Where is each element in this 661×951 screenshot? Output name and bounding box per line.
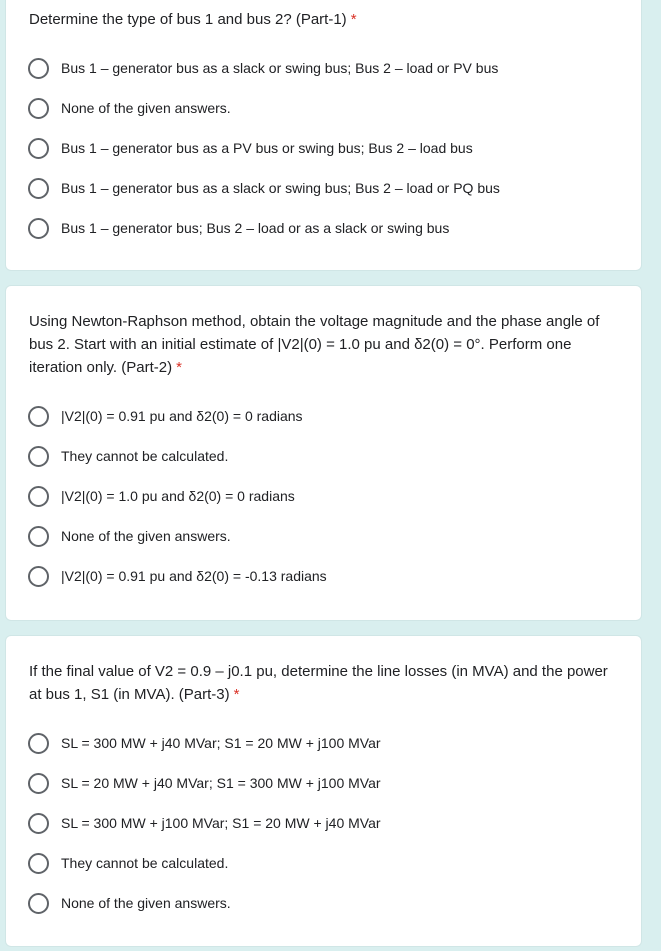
option-label: Bus 1 – generator bus as a slack or swing bus; Bus 2 – load or PQ bus bbox=[61, 180, 500, 196]
radio-option[interactable] bbox=[28, 96, 231, 120]
option-label: Bus 1 – generator bus as a slack or swing bus; Bus 2 – load or PV bus bbox=[61, 60, 499, 76]
radio-button[interactable] bbox=[28, 98, 49, 119]
radio-option[interactable] bbox=[28, 176, 500, 200]
radio-button[interactable] bbox=[28, 566, 49, 587]
question-text: Determine the type of bus 1 and bus 2? (Part-1) bbox=[29, 11, 347, 28]
radio-option[interactable] bbox=[28, 136, 473, 160]
radio-button[interactable] bbox=[28, 813, 49, 834]
option-label: Bus 1 – generator bus as a PV bus or swing bus; Bus 2 – load bus bbox=[61, 140, 473, 156]
question-text: If the final value of V2 = 0.9 – j0.1 pu, determine the line losses (in MVA) and the power at bus 1, S1 (in MVA). (Part-3) bbox=[29, 663, 608, 703]
radio-button[interactable] bbox=[28, 853, 49, 874]
radio-option[interactable] bbox=[28, 771, 381, 795]
radio-button[interactable] bbox=[28, 138, 49, 159]
radio-button[interactable] bbox=[28, 893, 49, 914]
question-title bbox=[29, 310, 617, 379]
radio-option[interactable] bbox=[28, 404, 303, 428]
option-label: They cannot be calculated. bbox=[61, 855, 229, 871]
option-label: Bus 1 – generator bus; Bus 2 – load or as a slack or swing bus bbox=[61, 220, 450, 236]
question-title bbox=[29, 660, 617, 706]
question-text: Using Newton-Raphson method, obtain the voltage magnitude and the phase angle of bus 2. Start with an initial estimate of |V2|(0) = 1.0 pu and δ2(0) = 0°. Perform one iteration only. (Part-2) bbox=[29, 313, 600, 376]
required-asterisk: * bbox=[350, 11, 357, 28]
question-card-1 bbox=[5, 0, 642, 271]
required-asterisk: * bbox=[176, 359, 182, 376]
radio-button[interactable] bbox=[28, 178, 49, 199]
radio-option[interactable] bbox=[28, 891, 231, 915]
radio-option[interactable] bbox=[28, 851, 228, 875]
option-label: |V2|(0) = 0.91 pu and δ2(0) = -0.13 radians bbox=[61, 568, 327, 584]
radio-option[interactable] bbox=[28, 524, 231, 548]
question-card-3 bbox=[5, 635, 642, 947]
option-label: SL = 300 MW + j40 MVar; S1 = 20 MW + j100 MVar bbox=[61, 735, 381, 751]
option-label: SL = 20 MW + j40 MVar; S1 = 300 MW + j100 MVar bbox=[61, 775, 381, 791]
radio-button[interactable] bbox=[28, 58, 49, 79]
option-label: |V2|(0) = 1.0 pu and δ2(0) = 0 radians bbox=[61, 488, 295, 504]
option-label: SL = 300 MW + j100 MVar; S1 = 20 MW + j40 MVar bbox=[61, 815, 381, 831]
radio-option[interactable] bbox=[28, 484, 295, 508]
option-label: None of the given answers. bbox=[61, 528, 231, 544]
radio-button[interactable] bbox=[28, 733, 49, 754]
radio-option[interactable] bbox=[28, 731, 381, 755]
radio-button[interactable] bbox=[28, 486, 49, 507]
option-label: None of the given answers. bbox=[61, 895, 231, 911]
radio-option[interactable] bbox=[28, 56, 498, 80]
radio-option[interactable] bbox=[28, 564, 327, 588]
radio-button[interactable] bbox=[28, 773, 49, 794]
radio-button[interactable] bbox=[28, 526, 49, 547]
radio-button[interactable] bbox=[28, 446, 49, 467]
radio-option[interactable] bbox=[28, 216, 449, 240]
option-label: |V2|(0) = 0.91 pu and δ2(0) = 0 radians bbox=[61, 408, 303, 424]
radio-option[interactable] bbox=[28, 444, 228, 468]
required-asterisk: * bbox=[233, 686, 240, 703]
radio-option[interactable] bbox=[28, 811, 381, 835]
radio-button[interactable] bbox=[28, 406, 49, 427]
option-label: They cannot be calculated. bbox=[61, 448, 229, 464]
radio-button[interactable] bbox=[28, 218, 49, 239]
question-title bbox=[29, 8, 617, 31]
option-label: None of the given answers. bbox=[61, 100, 231, 116]
question-card-2 bbox=[5, 285, 642, 621]
